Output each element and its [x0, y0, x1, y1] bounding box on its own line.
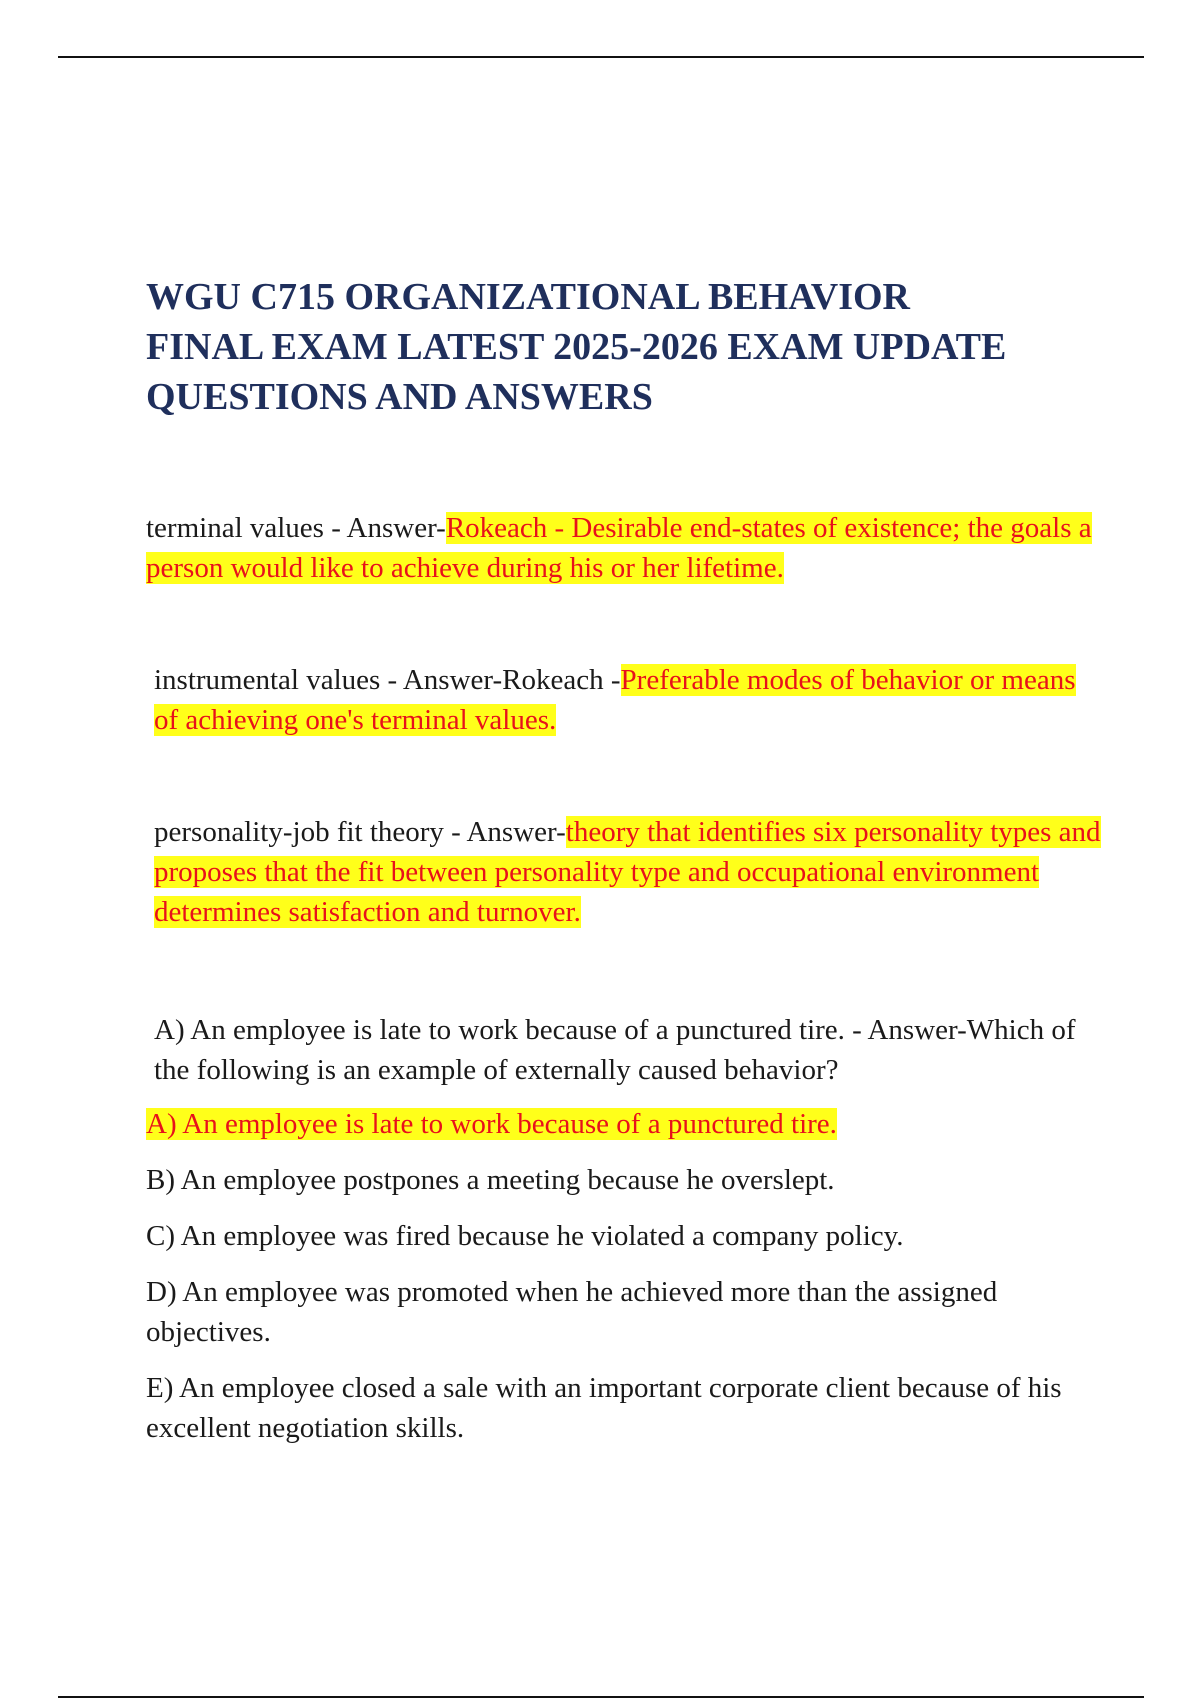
qa-answer-highlight: theory that identifies six personality types and proposes that the fit between personality type and occupational environment determines satisfaction and turnover.	[154, 816, 1101, 928]
qa-entry-terminal-values	[146, 508, 1106, 588]
bottom-rule	[58, 1696, 1144, 1698]
option-c: C) An employee was fired because he violated a company policy.	[146, 1220, 904, 1252]
title-line-1: WGU C715 ORGANIZATIONAL BEHAVIOR	[146, 276, 910, 318]
qa-entry-instrumental-values	[146, 660, 1106, 740]
title-line-2: FINAL EXAM LATEST 2025-2026 EXAM UPDATE	[146, 326, 1007, 368]
option-b: B) An employee postpones a meeting because he overslept.	[146, 1164, 835, 1196]
option-a	[146, 1104, 1106, 1144]
question-stem: A) An employee is late to work because of a punctured tire. - Answer-Which of the following is an example of externally caused behavior?	[154, 1014, 1076, 1086]
qa-term: terminal values - Answer-	[146, 512, 446, 544]
answer-options	[146, 1104, 1106, 1448]
qa-term: instrumental values - Answer-	[154, 664, 503, 696]
qa-answer-highlight: Rokeach - Desirable end-states of existence; the goals a person would like to achieve during his or her lifetime.	[146, 512, 1092, 584]
qa-answer-highlight: Preferable modes of behavior or means of achieving one's terminal values.	[154, 664, 1076, 736]
option-a-correct-highlight: A) An employee is late to work because of a punctured tire.	[146, 1108, 837, 1140]
title-line-3: QUESTIONS AND ANSWERS	[146, 376, 653, 418]
qa-answer-prefix: Rokeach -	[502, 664, 621, 696]
document-title	[146, 272, 1106, 422]
qa-term: personality-job fit theory - Answer-	[154, 816, 566, 848]
top-rule	[58, 56, 1144, 58]
document-body	[146, 272, 1106, 1464]
option-e: E) An employee closed a sale with an important corporate client because of his excellent negotiation skills.	[146, 1372, 1062, 1444]
option-d: D) An employee was promoted when he achieved more than the assigned objectives.	[146, 1276, 998, 1348]
qa-entry-personality-job-fit	[146, 812, 1106, 932]
